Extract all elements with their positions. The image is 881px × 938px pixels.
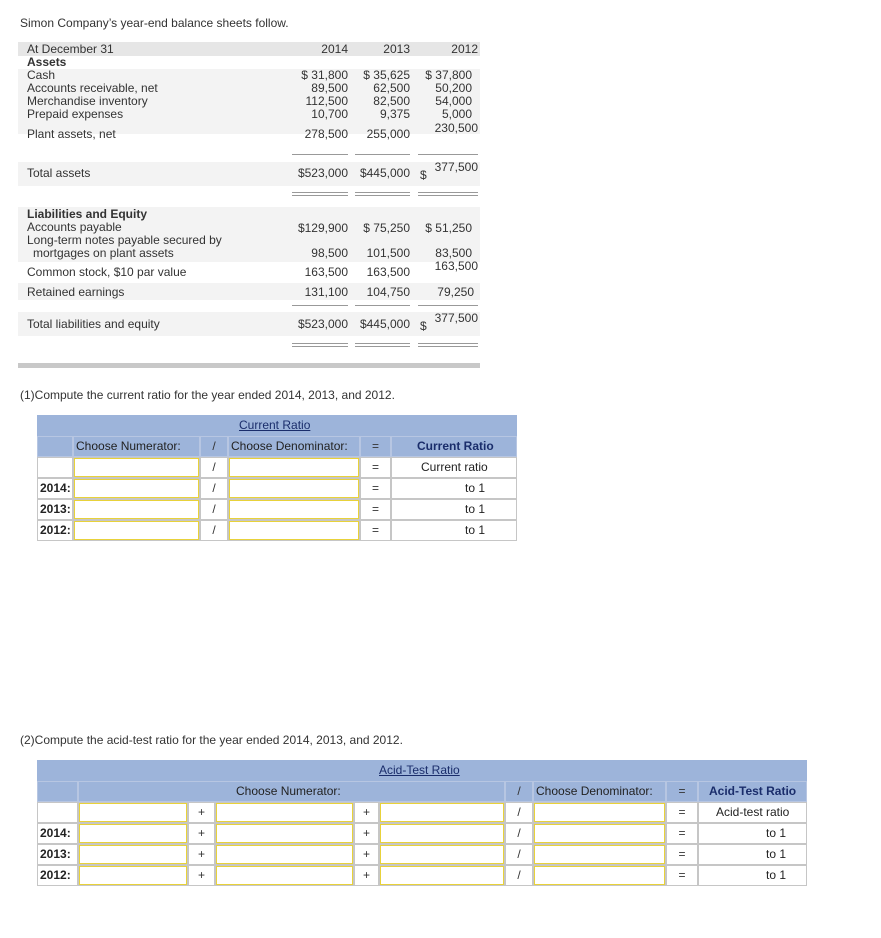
bs-value: 54,000	[435, 94, 472, 108]
bs-row-label: Retained earnings	[27, 285, 125, 299]
bs-value: 79,250	[437, 285, 474, 299]
at-plus: +	[362, 805, 370, 819]
at-slash: /	[517, 826, 521, 840]
bs-row-label: Accounts receivable, net	[27, 81, 158, 95]
cr-equals: =	[371, 439, 379, 453]
bs-value: 62,500	[373, 81, 410, 95]
bs-row-label: Cash	[27, 68, 56, 82]
at-slash: /	[517, 868, 521, 882]
at-plus: +	[197, 805, 205, 819]
bs-value: 255,000	[366, 127, 410, 141]
bs-value: 83,500	[435, 246, 472, 260]
bs-value: $445,000	[359, 317, 410, 331]
bs-value: $129,900	[297, 221, 348, 235]
at-plus: +	[197, 826, 205, 840]
bs-double-rule	[418, 343, 478, 347]
at-cell	[37, 802, 78, 823]
bs-rule	[292, 305, 348, 306]
at-equals: =	[678, 868, 686, 882]
bs-value: 104,750	[366, 285, 410, 299]
bs-rule	[355, 154, 410, 155]
bs-bottom-bar	[18, 363, 480, 368]
bs-row-label-cont: mortgages on plant assets	[33, 246, 174, 260]
bs-row-label: Common stock, $10 par value	[27, 265, 187, 279]
current-ratio-table	[37, 415, 517, 543]
at-numerator-select-1[interactable]	[79, 803, 187, 822]
bs-value: 377,500	[434, 160, 478, 174]
cr-result-input-2012[interactable]	[392, 521, 462, 540]
at-result-header: Acid-Test Ratio	[709, 784, 797, 798]
at-num-input-1-2012[interactable]	[79, 866, 187, 885]
intro-text: Simon Company’s year-end balance sheets follow.	[20, 16, 289, 30]
bs-value: $445,000	[359, 166, 410, 180]
cr-year-label: 2012:	[40, 523, 71, 537]
bs-total-assets-label: Total assets	[27, 166, 91, 180]
bs-value: 89,500	[311, 81, 348, 95]
bs-row-label: Accounts payable	[27, 220, 122, 234]
at-num-input-1-2014[interactable]	[79, 824, 187, 843]
acid-test-table	[37, 760, 807, 888]
at-equals: =	[678, 784, 686, 798]
cr-equals: =	[371, 502, 379, 516]
bs-rule	[418, 305, 478, 306]
at-num-input-2-2013[interactable]	[216, 845, 353, 864]
bs-rule	[355, 305, 410, 306]
at-denominator-select[interactable]	[534, 803, 665, 822]
bs-value: $ 31,800	[301, 68, 348, 82]
cr-result-input-2013[interactable]	[392, 500, 462, 519]
bs-assets-heading: Assets	[27, 55, 67, 69]
at-den-input-2012[interactable]	[534, 866, 665, 885]
cr-denominator-input-2013[interactable]	[229, 500, 359, 519]
cr-numerator-input-2012[interactable]	[74, 521, 199, 540]
cr-to-1: to 1	[465, 502, 486, 516]
at-num-input-2-2012[interactable]	[216, 866, 353, 885]
at-year-label: 2013:	[40, 847, 71, 861]
at-result-input-2012[interactable]	[699, 866, 763, 885]
at-title: Acid-Test Ratio	[379, 763, 460, 777]
cr-to-1: to 1	[465, 481, 486, 495]
cr-denominator-label: Choose Denominator:	[231, 439, 348, 453]
bs-year-2014: 2014	[321, 42, 348, 56]
at-numerator-label: Choose Numerator:	[236, 784, 341, 798]
cr-result-label: Current ratio	[421, 460, 488, 474]
bs-value: 163,500	[434, 259, 478, 273]
bs-double-rule	[292, 343, 348, 347]
bs-value: $ 37,800	[425, 68, 472, 82]
cr-denominator-input-2012[interactable]	[229, 521, 359, 540]
bs-liab-heading: Liabilities and Equity	[27, 207, 148, 221]
bs-value: 101,500	[366, 246, 410, 260]
bs-header-label: At December 31	[27, 42, 114, 56]
bs-value: $ 51,250	[425, 221, 472, 235]
bs-value: 163,500	[366, 265, 410, 279]
cr-cell	[37, 457, 73, 478]
bs-value: 278,500	[304, 127, 348, 141]
cr-result-input-2014[interactable]	[392, 479, 462, 498]
bs-dollar-sign: $	[420, 319, 427, 333]
bs-value: $523,000	[297, 317, 348, 331]
cr-equals: =	[371, 481, 379, 495]
at-numerator-select-3[interactable]	[380, 803, 504, 822]
bs-year-2012: 2012	[451, 42, 478, 56]
at-den-input-2013[interactable]	[534, 845, 665, 864]
bs-value: 98,500	[311, 246, 348, 260]
bs-total-liab-label: Total liabilities and equity	[27, 317, 160, 331]
at-numerator-select-2[interactable]	[216, 803, 353, 822]
at-to-1: to 1	[766, 847, 787, 861]
bs-dollar-sign: $	[420, 168, 427, 182]
cr-equals: =	[371, 460, 379, 474]
bs-value: 5,000	[441, 107, 472, 121]
bs-value: 230,500	[434, 121, 478, 135]
at-result-label: Acid-test ratio	[716, 805, 790, 819]
bs-value: $ 75,250	[363, 221, 410, 235]
at-plus: +	[362, 847, 370, 861]
at-slash: /	[517, 784, 521, 798]
at-denominator-label: Choose Denominator:	[536, 784, 653, 798]
bs-value: 163,500	[304, 265, 348, 279]
cr-year-label: 2013:	[40, 502, 71, 516]
at-plus: +	[362, 826, 370, 840]
bs-value: 50,200	[435, 81, 472, 95]
cr-numerator-label: Choose Numerator:	[76, 439, 181, 453]
bs-rule	[292, 154, 348, 155]
bs-value: $ 35,625	[363, 68, 410, 82]
at-equals: =	[678, 826, 686, 840]
q1-text: (1)Compute the current ratio for the year ended 2014, 2013, and 2012.	[20, 388, 395, 402]
bs-rule	[418, 154, 478, 155]
bs-row-label: Prepaid expenses	[27, 107, 124, 121]
cr-numerator-input-2014[interactable]	[74, 479, 199, 498]
bs-double-rule	[418, 192, 478, 196]
at-year-label: 2014:	[40, 826, 71, 840]
cr-slash: /	[212, 523, 216, 537]
cr-year-label: 2014:	[40, 481, 71, 495]
cr-slash: /	[212, 502, 216, 516]
cr-title: Current Ratio	[239, 418, 311, 432]
bs-row-label: Plant assets, net	[27, 127, 116, 141]
cr-to-1: to 1	[465, 523, 486, 537]
balance-sheet	[18, 42, 480, 368]
bs-double-rule	[355, 192, 410, 196]
at-plus: +	[197, 847, 205, 861]
bs-value: 82,500	[373, 94, 410, 108]
cr-numerator-input-2013[interactable]	[74, 500, 199, 519]
at-num-input-1-2013[interactable]	[79, 845, 187, 864]
bs-value: $523,000	[297, 166, 348, 180]
bs-row-label: Long-term notes payable secured by	[27, 233, 222, 247]
at-slash: /	[517, 847, 521, 861]
cr-equals: =	[371, 523, 379, 537]
at-hd-cell	[37, 781, 78, 802]
at-num-input-3-2014[interactable]	[380, 824, 504, 843]
at-to-1: to 1	[766, 826, 787, 840]
at-result-input-2013[interactable]	[699, 845, 763, 864]
at-to-1: to 1	[766, 868, 787, 882]
cr-denominator-select[interactable]	[229, 458, 359, 477]
at-plus: +	[197, 868, 205, 882]
bs-value: 9,375	[379, 107, 410, 121]
cr-result-header: Current Ratio	[417, 439, 494, 453]
at-num-input-3-2012[interactable]	[380, 866, 504, 885]
bs-row-label: Merchandise inventory	[27, 94, 148, 108]
at-result-input-2014[interactable]	[699, 824, 763, 843]
bs-value: 377,500	[434, 311, 478, 325]
at-equals: =	[678, 847, 686, 861]
at-num-input-2-2014[interactable]	[216, 824, 353, 843]
at-equals: =	[678, 805, 686, 819]
bs-year-2013: 2013	[383, 42, 410, 56]
cr-denominator-input-2014[interactable]	[229, 479, 359, 498]
cr-slash: /	[212, 439, 216, 453]
at-den-input-2014[interactable]	[534, 824, 665, 843]
at-year-label: 2012:	[40, 868, 71, 882]
q2-text: (2)Compute the acid-test ratio for the year ended 2014, 2013, and 2012.	[20, 733, 403, 747]
cr-hd-cell	[37, 436, 73, 457]
cr-slash: /	[212, 481, 216, 495]
bs-value: 131,100	[304, 285, 348, 299]
at-num-input-3-2013[interactable]	[380, 845, 504, 864]
bs-double-rule	[292, 192, 348, 196]
bs-double-rule	[355, 343, 410, 347]
bs-value: 10,700	[311, 107, 348, 121]
cr-slash: /	[212, 460, 216, 474]
bs-value: 112,500	[305, 94, 348, 108]
cr-numerator-select[interactable]	[74, 458, 199, 477]
at-plus: +	[362, 868, 370, 882]
at-slash: /	[517, 805, 521, 819]
